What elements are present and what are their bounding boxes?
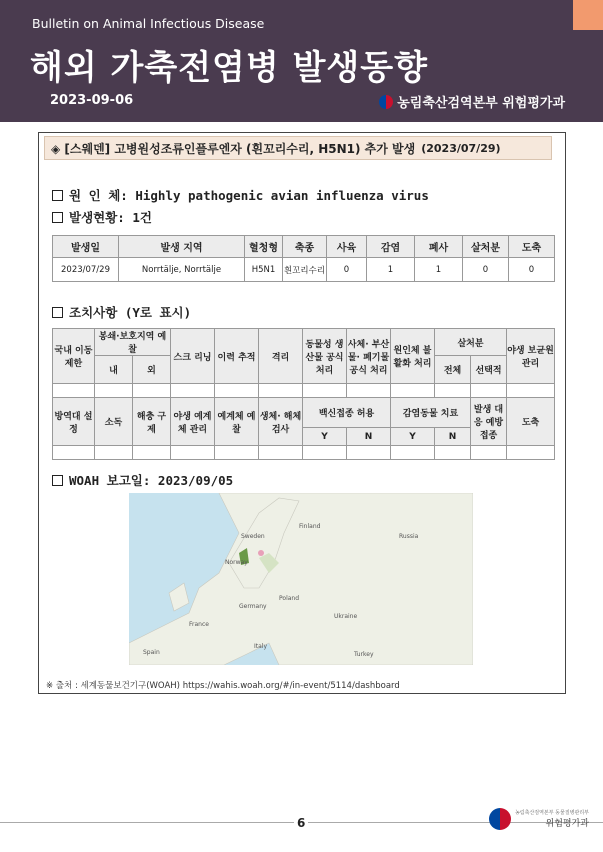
table-cell: 0 [327,258,367,282]
col-header: 발생 대응 예방 접종 [471,398,507,446]
col-header: 도축 [507,398,555,446]
col-header: 사체· 부산물· 폐기물 공식 처리 [347,329,391,384]
taegeuk-icon [379,95,393,109]
checkbox-icon [52,307,63,318]
cause-value: Highly pathogenic avian influenza virus [135,188,429,203]
status-value: 1건 [132,210,152,225]
footer-org: 위험평가과 [545,819,589,829]
map-label: Ukraine [334,613,358,620]
map-label: Italy [254,643,268,650]
table-cell [435,446,471,460]
table-cell [215,446,259,460]
col-subheader: 선택적 [471,356,507,384]
table-cell [303,446,347,460]
table-cell: 2023/07/29 [53,258,119,282]
col-header: 폐사 [415,236,463,258]
table-cell [53,384,95,398]
taegeuk-icon [489,808,511,830]
col-header: 백신접종 허용 [303,398,391,428]
col-header: 발생일 [53,236,119,258]
measures-line [52,303,191,321]
measures-table [52,328,555,460]
source-note: ※ 출처 : 세계동물보건기구(WOAH) https://wahis.woah.org/#/in-event/5114/dashboard [46,681,400,691]
table-cell [303,384,347,398]
org-name: 농림축산검역본부 위험평가과 [397,96,565,111]
col-header: 야생 보균원 관리 [507,329,555,384]
table-cell [95,446,133,460]
page-title: 해외 가축전염병 발생동향 [30,48,428,88]
table-cell [259,446,303,460]
col-header: 축종 [283,236,327,258]
map-label: Spain [143,649,160,656]
col-header: 소독 [95,398,133,446]
table-cell [391,446,435,460]
col-subheader: 내 [95,356,133,384]
table-cell [507,384,555,398]
map-label: Poland [279,595,300,602]
checkbox-icon [52,190,63,201]
col-header: 감염 [367,236,415,258]
table-cell [259,384,303,398]
table-cell [53,446,95,460]
topic-bar [44,136,552,160]
map-label: Norway [225,559,248,566]
col-header: 국내 이동 제한 [53,329,95,384]
col-header: 혈청형 [245,236,283,258]
page-number: 6 [294,816,308,830]
outbreak-marker [258,550,264,556]
col-header: 감염동물 치료 [391,398,471,428]
table-cell [95,384,133,398]
table-cell [435,384,471,398]
col-header: 살처분 [435,329,507,356]
table-cell [347,446,391,460]
map-label: Turkey [354,651,374,658]
footer-org-small: 농림축산검역본부 동물질병관리부 [514,810,589,816]
table-cell [133,384,171,398]
woah-line [52,471,233,489]
map-label: Germany [239,603,267,610]
table-cell [471,384,507,398]
col-subheader: 외 [133,356,171,384]
table-cell: 0 [509,258,555,282]
topic-date: (2023/07/29) [421,141,501,155]
table-cell: Norrtälje, Norrtälje [119,258,245,282]
cause-label: 원 인 체: [69,188,128,203]
table-cell: 흰꼬리수리 [283,258,327,282]
map-label: Finland [299,523,321,530]
measures-label: 조치사항 (Y로 표시) [69,305,192,320]
col-subheader: Y [391,428,435,446]
col-header: 봉쇄·보호지역 예찰 [95,329,171,356]
col-header: 발생 지역 [119,236,245,258]
checkbox-icon [52,475,63,486]
topic-title: ◈ [스웨덴] 고병원성조류인플루엔자 (흰꼬리수리, H5N1) 추가 발생 [51,141,416,156]
woah-label: WOAH 보고일: [69,473,151,488]
table-cell: 1 [367,258,415,282]
col-header: 살처분 [463,236,509,258]
col-subheader: Y [303,428,347,446]
table-cell [471,446,507,460]
col-header: 방역대 설정 [53,398,95,446]
table-cell [215,384,259,398]
table-cell [171,384,215,398]
col-header: 동물성 생산물 공식 처리 [303,329,347,384]
bulletin-title: Bulletin on Animal Infectious Disease [32,16,265,31]
corner-accent [573,0,603,30]
map-label: Russia [399,533,419,540]
checkbox-icon [52,212,63,223]
org-logo [379,92,565,111]
col-header: 해충 구제 [133,398,171,446]
col-subheader: N [347,428,391,446]
col-header: 원인체 불활화 처리 [391,329,435,384]
table-cell [171,446,215,460]
page-header [0,0,603,122]
col-header: 도축 [509,236,555,258]
col-subheader: 전체 [435,356,471,384]
col-header: 사육 [327,236,367,258]
europe-map-svg [129,493,473,665]
col-header: 격리 [259,329,303,384]
table-cell [133,446,171,460]
woah-date: 2023/09/05 [157,473,234,488]
cause-line [52,186,429,204]
outbreak-map [129,493,473,665]
table-cell: H5N1 [245,258,283,282]
col-header: 스크 리닝 [171,329,215,384]
map-label: Sweden [241,533,265,540]
status-label: 발생현황: [69,210,125,225]
table-cell [347,384,391,398]
table-cell [507,446,555,460]
table-cell [391,384,435,398]
issue-date: 2023-09-06 [50,93,134,108]
outbreak-table [52,235,555,282]
col-header: 예계체 예찰 [215,398,259,446]
col-header: 이력 추적 [215,329,259,384]
footer-logo [489,808,589,830]
table-cell: 0 [463,258,509,282]
status-line [52,208,152,226]
table-cell: 1 [415,258,463,282]
col-header: 야생 예계체 관리 [171,398,215,446]
map-label: France [189,621,209,628]
col-header: 생체· 해체 검사 [259,398,303,446]
col-subheader: N [435,428,471,446]
